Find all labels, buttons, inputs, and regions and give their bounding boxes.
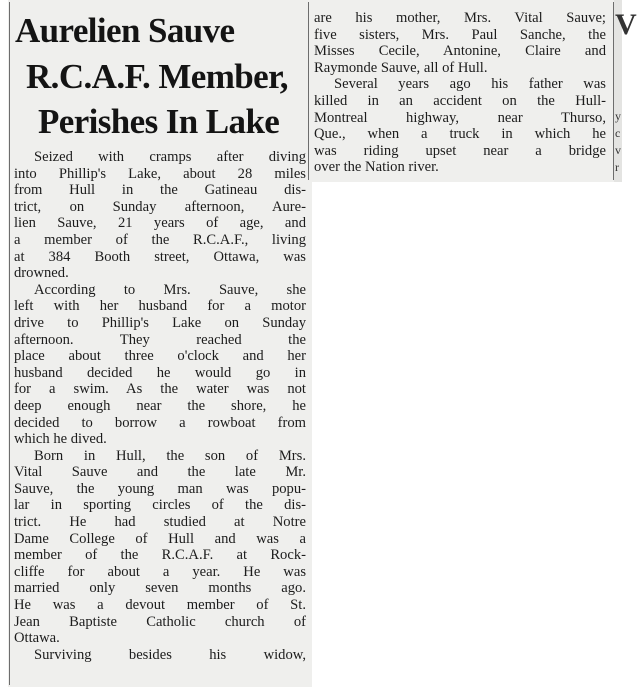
article-line: lar in sporting circles of the dis- (14, 497, 306, 514)
article-line: lien Sauve, 21 years of age, and (14, 215, 306, 232)
adjacent-headline-fragment: V (615, 8, 637, 41)
article-line: Montreal highway, near Thurso, (314, 109, 606, 126)
column-rule-middle (308, 2, 309, 180)
article-line: Ottawa. (14, 630, 60, 647)
article-line: place about three o'clock and her (14, 348, 306, 365)
article-line: married only seven months ago. (14, 580, 306, 597)
headline-line-2: R.C.A.F. Member, (26, 57, 288, 96)
article-line: According to Mrs. Sauve, she (34, 281, 306, 298)
article-line: Dame College of Hull and was a (14, 530, 306, 547)
article-line: deep enough near the shore, he (14, 397, 306, 414)
article-line: at 384 Booth street, Ottawa, was (14, 248, 306, 265)
article-line: Que., when a truck in which he (314, 126, 606, 143)
adjacent-text-fragment: c (615, 126, 621, 140)
article-line: for a swim. As the water was not (14, 381, 306, 398)
article-line: He was a devout member of St. (14, 597, 306, 614)
article-line: trict, on Sunday afternoon, Aure- (14, 198, 306, 215)
article-line: from Hull in the Gatineau dis- (14, 182, 306, 199)
column-rule-left (9, 2, 10, 685)
adjacent-text-fragment: r (615, 160, 619, 174)
article-line: trict. He had studied at Notre (14, 514, 306, 531)
column-rule-right (613, 2, 614, 180)
article-line: five sisters, Mrs. Paul Sanche, the (314, 26, 606, 43)
article-line: drowned. (14, 265, 69, 282)
headline-line-1: Aurelien Sauve (15, 11, 235, 50)
article-body-column-1 (14, 149, 306, 663)
adjacent-text-fragment: v (615, 143, 621, 157)
article-line: which he dived. (14, 431, 107, 448)
article-line: Sauve, the young man was popu- (14, 480, 306, 497)
article-line: cliffe for about a year. He was (14, 563, 306, 580)
adjacent-text-fragment: y (615, 109, 621, 123)
article-line: over the Nation river. (314, 159, 439, 176)
article-line: Raymonde Sauve, all of Hull. (314, 59, 488, 76)
article-line: are his mother, Mrs. Vital Sauve; (314, 10, 606, 26)
article-line: a member of the R.C.A.F., living (14, 231, 306, 248)
article-line: Vital Sauve and the late Mr. (14, 464, 306, 481)
article-line: drive to Phillip's Lake on Sunday (14, 314, 306, 331)
article-body-column-2 (314, 10, 606, 176)
article-line: decided to borrow a rowboat from (14, 414, 306, 431)
article-line: Several years ago his father was (334, 76, 606, 93)
article-line: left with her husband for a motor (14, 298, 306, 315)
article-line: Misses Cecile, Antonine, Claire and (314, 43, 606, 60)
article-line: killed in an accident on the Hull- (314, 92, 606, 109)
article-line: was riding upset near a bridge (314, 142, 606, 159)
headline-line-3: Perishes In Lake (38, 102, 280, 141)
article-line: husband decided he would go in (14, 364, 306, 381)
article-line: Seized with cramps after diving (34, 149, 306, 165)
article-line: Surviving besides his widow, (34, 646, 306, 663)
article-line: member of the R.C.A.F. at Rock- (14, 547, 306, 564)
article-line: afternoon. They reached the (14, 331, 306, 348)
article-line: Born in Hull, the son of Mrs. (34, 447, 306, 464)
article-line: into Phillip's Lake, about 28 miles (14, 165, 306, 182)
article-line: Jean Baptiste Catholic church of (14, 613, 306, 630)
